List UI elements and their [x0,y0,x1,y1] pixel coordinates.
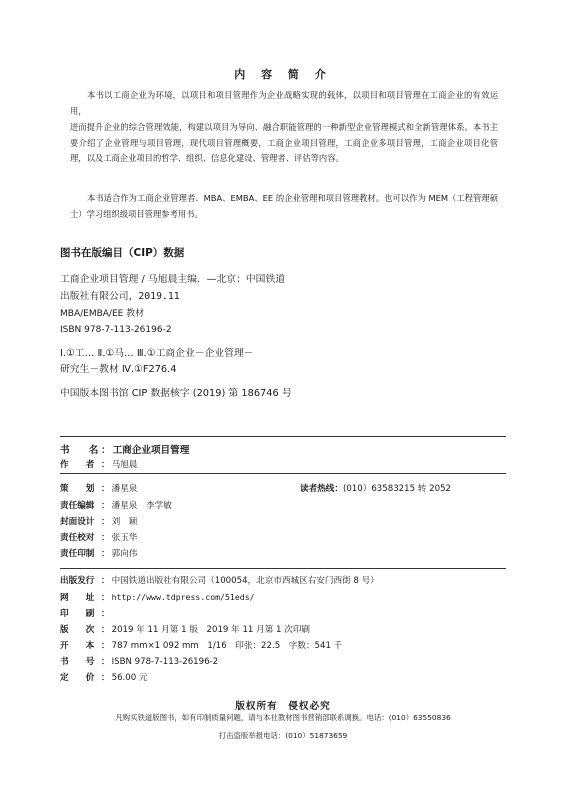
cip-heading: 图书在版编目（CIP）数据 [60,247,185,259]
book-title-row: 书 名 ： 工商企业项目管理 [60,442,189,456]
intro-title: 内 容 简 介 [234,68,332,81]
author-label: 作 者 [60,460,95,470]
printer-label: 印 刷 [60,609,95,619]
cover-designer: 刘 颖 [111,517,138,527]
author-name: 马旭晨 [111,460,138,470]
cover-design-label: 封面设计 [60,517,95,527]
isbn-label: 书 号 [60,657,95,667]
publication-row: 网 址 ： http://www.tdpress.com/51eds/ [60,592,255,603]
staff-row: 责任编辑 ： 潘星泉 李学敏 [60,501,172,511]
cip-line: 工商企业项目管理 / 马旭晨主编．—北京：中国铁道 [60,274,286,285]
publication-row: 书 号 ： ISBN 978-7-113-26196-2 [60,657,219,667]
editor-names: 潘星泉 李学敏 [111,501,172,511]
book-title-label: 书 名 [60,445,99,456]
cip-line: 研究生－教材 Ⅳ.①F276.4 [60,364,177,375]
divider [60,436,506,437]
publication-row: 开 本 ： 787 mm×1 092 mm 1/16 印张：22.5 字数：541 千 [60,641,343,651]
print-manager-name: 郭向伟 [111,549,138,559]
staff-row: 责任校对 ： 张玉华 [60,533,138,543]
staff-row: 策 划 ： 潘星泉 [60,484,138,494]
publisher-info: 中国铁道出版社有限公司（100054，北京市西城区右安门西街 8 号） [111,576,379,586]
edition-info: 2019 年 11 月第 1 版 2019 年 11 月第 1 次印刷 [111,625,311,635]
proofreader-label: 责任校对 [60,533,95,543]
staff-row: 责任印制 ： 郭向伟 [60,549,138,559]
format-info: 787 mm×1 092 mm 1/16 印张：22.5 字数：541 千 [111,641,343,651]
divider [60,473,506,474]
piracy-report-notice: 打击盗版举报电话：(010）51873659 [218,731,348,740]
website-url: http://www.tdpress.com/51eds/ [111,592,255,602]
reader-hotline [300,482,451,494]
cip-line: ISBN 978-7-113-26196-2 [60,325,172,335]
isbn-number: ISBN 978-7-113-26196-2 [111,657,219,667]
cip-line: Ⅰ.①工… Ⅱ.①马… Ⅲ.①工商企业－企业管理－ [60,348,254,359]
copyright-notice: 版权所有 侵权必究 [235,701,331,712]
editor-label: 责任编辑 [60,501,95,511]
cip-line: 中国版本图书馆 CIP 数据核字 (2019) 第 186746 号 [60,388,292,399]
format-label: 开 本 [60,641,95,651]
cip-line: 出版社有限公司，2019.11 [60,291,180,302]
intro-paragraph: 进而提升企业的综合管理效能，构建以项目为导向、融合职能管理的一种新型企业管理模式和全新管理体系。本书主要介绍了企业管理与项目管理，现代项目管理概要，工商企业项目管理，工商企业多项目管理，工商企业项目化管理，以及工商企业项目的哲学、组织、信息化建设、管理者、评估等内容。 [70,122,498,163]
intro-section [70,191,498,222]
hotline-number: (010）63583215 转 2052 [342,484,452,494]
planner-name: 潘星泉 [111,484,138,494]
website-label: 网 址 [60,593,95,603]
proofreader-name: 张玉华 [111,533,138,543]
book-title: 工商企业项目管理 [112,445,190,456]
intro-paragraph: 本书适合作为工商企业管理者、MBA、EMBA、EE 的企业管理和项目管理教材。也可以作为 MEM（工程管理硕士）学习组织级项目管理参考用书。 [70,193,498,219]
price-label: 定 价 [60,673,95,683]
edition-label: 版 次 [60,625,95,635]
cip-line: MBA/EMBA/EE 教材 [60,309,145,319]
publication-row: 定 价 ： 56.00 元 [60,673,148,683]
intro-section [70,88,498,119]
publication-row: 印 刷 ： [60,609,110,619]
planner-label: 策 划 [60,484,95,494]
quality-notice: 凡购买铁道版图书，如有印制质量问题，请与本社教材图书营销部联系调换。电话：(010）63550836 [115,713,451,722]
publication-row: 版 次 ： 2019 年 11 月第 1 版 2019 年 11 月第 1 次印刷 [60,625,311,635]
staff-row: 封面设计 ： 刘 颖 [60,517,138,527]
author-row: 作 者 ： 马旭晨 [60,460,138,470]
intro-paragraph: 本书以工商企业为环境，以项目和项目管理作为企业战略实现的载体，以项目和项目管理在工商企业的有效运用， [70,90,498,116]
print-manager-label: 责任印制 [60,549,95,559]
hotline-label: 读者热线： [300,484,343,494]
publication-row: 出版发行 ： 中国铁道出版社有限公司（100054，北京市西城区右安门西街 8 号） [60,576,379,586]
intro-section [70,120,498,167]
price-value: 56.00 元 [111,673,148,683]
publisher-label: 出版发行 [60,576,95,586]
divider [60,568,506,569]
